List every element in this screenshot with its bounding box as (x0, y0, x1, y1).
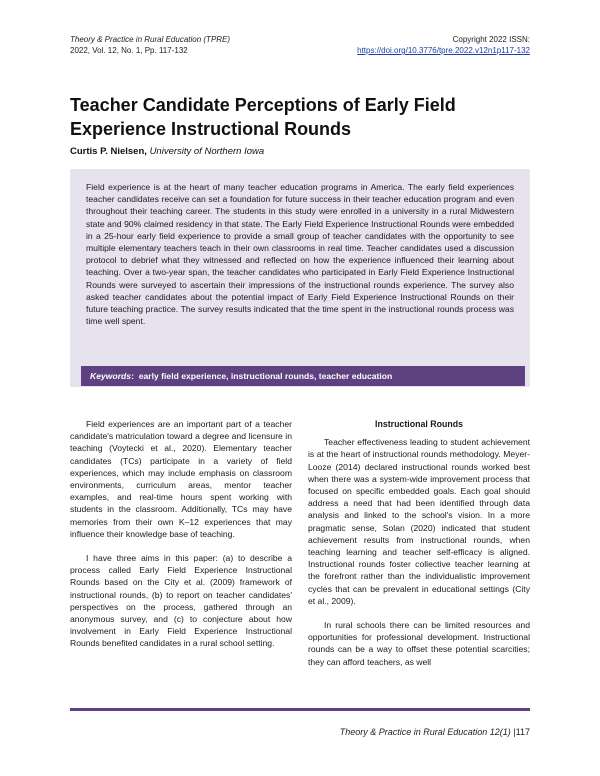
doi-link[interactable]: https://doi.org/10.3776/tpre.2022.v12n1p117-132 (357, 46, 530, 55)
body-paragraph: Teacher effectiveness leading to student achievement is at the heart of instructional rounds methodology. Meyer-Looze (2014) declared instructional rounds worked best when there was a system-wide improvement process that focused on specific embedded goals. Each goal should address a need that had been identified through data analysis and linked to the school's vision. In a more pragmatic sense, Solan (2020) indicated that student achievement results from instructional rounds, when teaching learning and teacher self-efficacy is aligned. Instructional rounds foster collective teacher learning at the forefront rather than the individualistic improvement cycles that can be prevalent in educational settings (City et al., 2009). (308, 437, 530, 606)
author-affiliation: University of Northern Iowa (149, 146, 265, 157)
journal-header (70, 34, 230, 56)
keywords-label: Keywords (90, 371, 132, 381)
body-paragraph: I have three aims in this paper: (a) to describe a process called Early Field Experience Instructional Rounds based on the City et al. (2009) framework of instructional rounds, (b) to report on teacher candidates' perspectives on the process, gathered through an anonymous survey, and (c) to conjecture about how involvement in Early Field Experience Instructional Rounds benefited candidates in a rural school setting. (70, 553, 292, 649)
copyright-header (357, 34, 530, 56)
abstract-box (70, 169, 530, 387)
keywords-bar: Keywords: early field experience, instructional rounds, teacher education (81, 366, 525, 386)
footer-divider (70, 708, 530, 711)
author-line (70, 146, 264, 157)
journal-name: Theory & Practice in Rural Education (TPRE) (70, 35, 231, 44)
author-name: Curtis P. Nielsen, (70, 146, 147, 157)
body-paragraph: In rural schools there can be limited resources and opportunities for professional development. Instructional rounds can be a way to offset these potential scarcities; they can afford teachers, as well (308, 620, 530, 667)
left-column (70, 418, 292, 662)
page-number: |117 (513, 727, 530, 737)
body-paragraph: Field experiences are an important part of a teacher candidate's matriculation toward a degree and licensure in teaching (Voytecki et al., 2020). Elementary teacher candidates (TCs) participate in a variety of field experiences, which may include emphasis on classroom environments, curriculum areas, mentor teacher examples, and real-time hours spent working with students in the classroom. Additionally, TCs may have memories from their own K–12 experiences that may influence their knowledge base of teaching. (70, 419, 292, 539)
abstract-text: Field experience is at the heart of many teacher education programs in America. The early field experiences teacher candidates receive can set a foundation for future success in their teacher education program and even throughout their teaching career. The students in this study were enrolled in a university in a rural Midwestern state and 90% claimed residency in that state. The Early Field Experience Instructional Rounds were embedded in a 25-hour early field experience to provide a small group of teacher candidates with the opportunity to see multiple elementary teachers teach in their own classrooms in real time. Teacher candidates used a discussion protocol to debrief what they witnessed and reflected on how the experience influenced their learning about teaching. Over a two-year span, the teacher candidates who participated in Early Field Experience Instructional Rounds were surveyed to ascertain their impressions of the instructional rounds experience. The survey also asked teacher candidates about the potential impact of Early Field Experience Instructional Rounds on their future teaching practice. The survey results indicated that the time spent in the instructional rounds process was time well spent. (86, 182, 514, 327)
footer-journal: Theory & Practice in Rural Education 12(1) (339, 727, 511, 737)
issue-info: 2022, Vol. 12, No. 1, Pp. 117-132 (70, 46, 188, 55)
right-column (308, 418, 530, 680)
keywords-text: early field experience, instructional rounds, teacher education (138, 371, 393, 381)
page-footer (340, 727, 530, 737)
section-heading: Instructional Rounds (375, 419, 463, 429)
copyright-text: Copyright 2022 ISSN: (452, 35, 530, 44)
paper-title: Teacher Candidate Perceptions of Early Field Experience Instructional Rounds (70, 95, 456, 139)
